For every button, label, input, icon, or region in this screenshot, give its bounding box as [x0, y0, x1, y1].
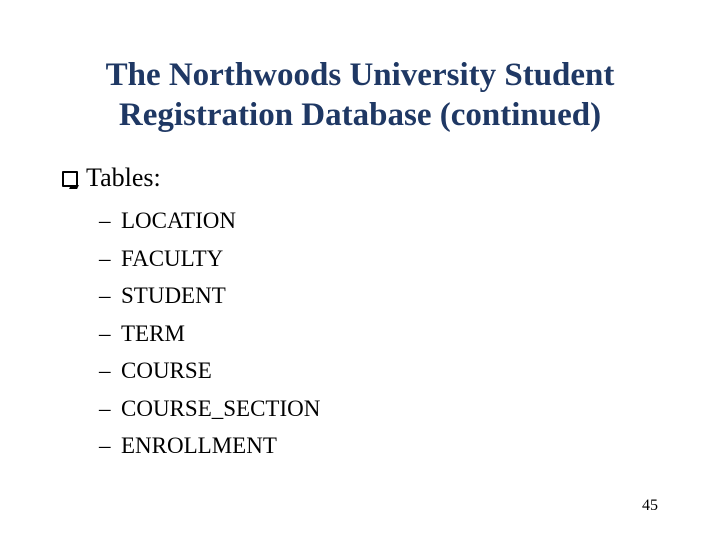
tables-list: [99, 202, 320, 465]
list-item: – STUDENT: [99, 277, 320, 315]
checkbox-bullet-icon: [62, 171, 78, 187]
title-line-1: The Northwoods University Student: [105, 57, 615, 93]
dash-icon: –: [99, 320, 111, 346]
list-item: – ENROLLMENT: [99, 427, 320, 465]
list-item: – FACULTY: [99, 240, 320, 278]
list-item: – COURSE_SECTION: [99, 390, 320, 428]
dash-icon: –: [99, 245, 111, 271]
dash-icon: –: [99, 358, 111, 383]
bullet-tables: [62, 163, 161, 193]
dash-icon: –: [99, 283, 111, 308]
bullet-label: Tables:: [86, 163, 161, 192]
dash-icon: –: [99, 208, 111, 233]
page-number: 45: [642, 497, 658, 514]
dash-icon: –: [99, 395, 111, 421]
list-item: – COURSE: [99, 352, 320, 390]
title-line-2: Registration Database (continued): [118, 97, 602, 133]
list-item: – LOCATION: [99, 202, 320, 240]
slide-title: [0, 55, 720, 135]
dash-icon: –: [99, 433, 111, 458]
list-item: – TERM: [99, 315, 320, 353]
